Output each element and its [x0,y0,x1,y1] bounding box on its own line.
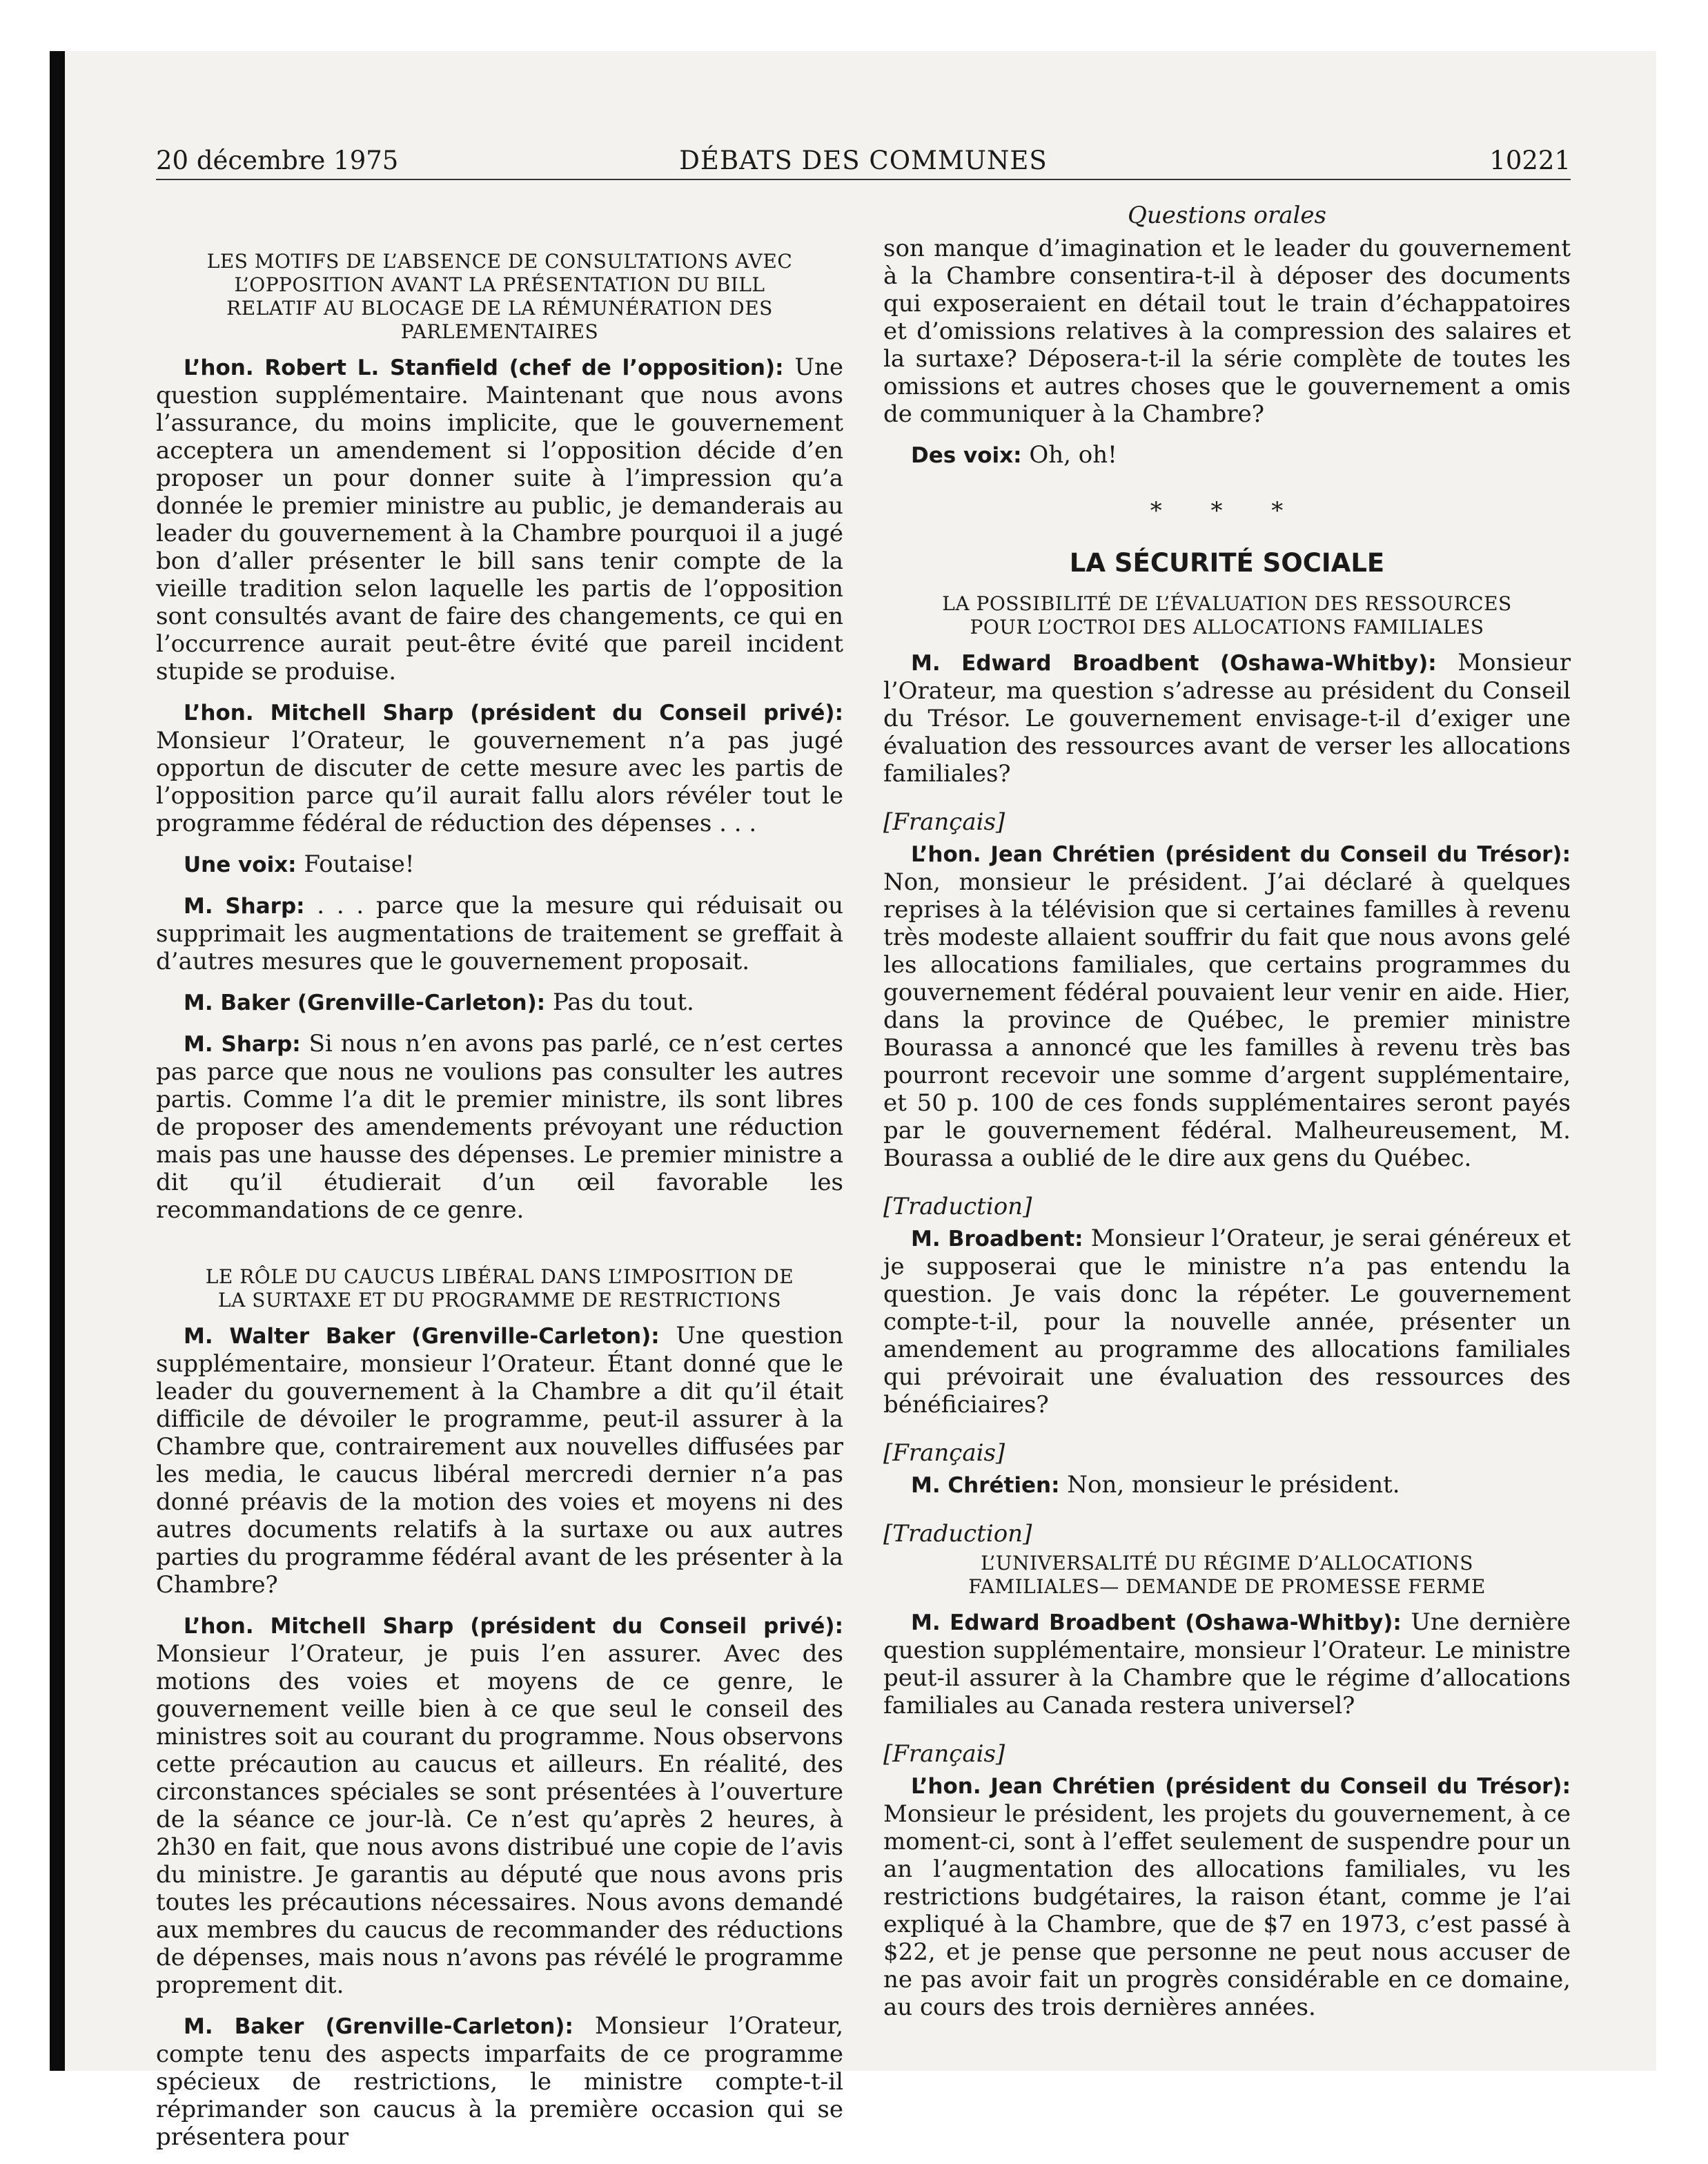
section-heading: L’UNIVERSALITÉ DU RÉGIME D’ALLOCATIONS FAMILIALES— DEMANDE DE PROMESSE FERME [968,1552,1486,1598]
paragraph: L’hon. Robert L. Stanfield (chef de l’opposition): Une question supplémentaire. Maintenant que nous avons l’assurance, du moins implicite, que le gouvernement acceptera un amendement si l’opposition décide d’en proposer un pour donner suite à l’impression qu’a donnée le premier ministre au public, je demanderais au leader du gouvernement à la Chambre pourquoi il a jugé bon d’aller présenter le bill sans tenir compte de la vieille tradition selon laquelle les partis de l’opposition sont consultés avant de faire des changements, ce qui en l’occurrence aurait peut-être évité que pareil incident stupide se produise. [156,353,843,685]
language-marker: [Français] [883,1740,1005,1768]
header-rule [156,179,1571,180]
paragraph: Des voix: Oh, oh! [911,441,1117,469]
paragraph: M. Baker (Grenville-Carleton): Monsieur l’Orateur, compte tenu des aspects imparfaits de ce programme spécieux de restrictions, le ministre compte-t-il réprimander son caucus à la première occasion qui se présentera pour [156,2012,843,2151]
speaker-name: M. Edward Broadbent (Oshawa-Whitby): [911,1610,1402,1635]
running-head: Questions orales [1128,202,1326,229]
paragraph: L’hon. Jean Chrétien (président du Conseil du Trésor): Non, monsieur le président. J’ai déclaré à quelques reprises à la télévision que si certaines familles à revenu très modeste allaient souffrir du fait que nous avons gelé les allocations familiales, que certains programmes du gouvernement fédéral pouvaient leur venir en aide. Hier, dans la province de Québec, le premier ministre Bourassa a annoncé que les familles à revenu très bas pourront recevoir une somme d’argent supplémentaire, et 50 p. 100 de ces fonds supplémentaires seront payés par le gouvernement fédéral. Malheureusement, M. Bourassa a oublié de le dire aux gens du Québec. [883,842,1571,1172]
section-heading: LA POSSIBILITÉ DE L’ÉVALUATION DES RESSOURCES POUR L’OCTROI DES ALLOCATIONS FAMILIALES [942,592,1512,639]
right-column [883,235,1571,2034]
section-heading: LES MOTIFS DE L’ABSENCE DE CONSULTATIONS AVEC L’OPPOSITION AVANT LA PRÉSENTATION DU BILL RELATIF AU BLOCAGE DE LA RÉMUNÉRATION DES PARLEMENTAIRES [206,250,793,343]
section-heading: LE RÔLE DU CAUCUS LIBÉRAL DANS L’IMPOSITION DE LA SURTAXE ET DU PROGRAMME DE RESTRICTIONS [205,1265,794,1312]
language-marker: [Français] [883,808,1005,836]
paragraph: M. Broadbent: Monsieur l’Orateur, je serai généreux et je supposerai que le ministre n’a pas entendu la question. Je vais donc la répéter. Le gouvernement compte-t-il, pour la nouvelle année, présenter un amendement au programme des allocations familiales qui prévoirait une évaluation des ressources des bénéficiaires? [883,1225,1571,1419]
left-column [156,235,843,2164]
paragraph: Une voix: Foutaise! [184,850,415,878]
speaker-name: M. Baker (Grenville-Carleton): [184,2014,573,2039]
language-marker: [Traduction] [883,1193,1032,1220]
language-marker: [Français] [883,1439,1005,1467]
speaker-name: Une voix: [184,852,297,877]
page-number: 10221 [1489,146,1571,175]
scan-binding-edge [50,51,65,2071]
language-marker: [Traduction] [883,1520,1032,1548]
paragraph: L’hon. Mitchell Sharp (président du Conseil privé): Monsieur l’Orateur, le gouvernement n’a pas jugé opportun de discuter de cette mesure avec les partis de l’opposition parce qu’il aurait fallu alors révéler tout le programme fédéral de réduction des dépenses . . . [156,701,843,837]
speaker-name: M. Baker (Grenville-Carleton): [184,991,546,1015]
paragraph: M. Chrétien: Non, monsieur le président. [911,1471,1400,1499]
paragraph: M. Baker (Grenville-Carleton): Pas du tout. [184,988,694,1016]
speaker-name: Des voix: [911,443,1022,468]
speaker-name: L’hon. Jean Chrétien (président du Conseil du Trésor): [911,1774,1571,1799]
speaker-name: M. Edward Broadbent (Oshawa-Whitby): [911,651,1437,676]
paragraph: M. Sharp: . . . parce que la mesure qui réduisait ou supprimait les augmentations de traitement se greffait à d’autres mesures que le gouvernement proposait. [156,892,844,975]
page-header [156,144,1571,178]
paragraph: L’hon. Jean Chrétien (président du Conseil du Trésor): Monsieur le président, les projets du gouvernement, à ce moment-ci, sont à l’effet seulement de suspendre pour un an l’augmentation des allocations familiales, vu les restrictions budgétaires, la raison étant, comme je l’ai expliqué à la Chambre, que de $7 en 1973, c’est passé à $22, et je pense que personne ne peut nous accuser de ne pas avoir fait un progrès considérable en ce domaine, au cours des trois dernières années. [883,1774,1571,2021]
speaker-name: M. Broadbent: [911,1227,1083,1251]
speaker-name: M. Sharp: [184,894,305,919]
speaker-name: M. Walter Baker (Grenville-Carleton): [184,1324,660,1349]
speaker-name: L’hon. Mitchell Sharp (président du Conseil privé): [184,701,843,725]
speaker-name: M. Sharp: [184,1032,301,1057]
paragraph: M. Sharp: Si nous n’en avons pas parlé, ce n’est certes pas parce que nous ne voulions pas consulter les autres partis. Comme l’a dit le premier ministre, ils sont libres de proposer des amendements prévoyant une réduction mais pas une hausse des dépenses. Le premier ministre a dit qu’il étudierait d’un œil favorable les recommandations de ce genre. [156,1030,843,1224]
section-separator: * * * [1150,497,1304,525]
paragraph: M. Edward Broadbent (Oshawa-Whitby): Monsieur l’Orateur, ma question s’adresse au président du Conseil du Trésor. Le gouvernement envisage-t-il d’exiger une évaluation des ressources avant de verser les allocations familiales? [883,649,1571,788]
paragraph: M. Walter Baker (Grenville-Carleton): Une question supplémentaire, monsieur l’Orateur. Étant donné que le leader du gouvernement à la Chambre a dit qu’il était difficile de dévoiler le programme, peut-il assurer à la Chambre que, contrairement aux nouvelles diffusées par les media, le caucus libéral mercredi dernier n’a pas donné préavis de la motion des voies et moyens ni des autres documents relatifs à la surtaxe ou aux autres parties du programme fédéral avant de les présenter à la Chambre? [156,1322,843,1599]
paragraph: L’hon. Mitchell Sharp (président du Conseil privé): Monsieur l’Orateur, je puis l’en assurer. Avec des motions des voies et moyens de ce genre, le gouvernement veille bien à ce que seul le conseil des ministres soit au courant du programme. Nous observons cette précaution au caucus et ailleurs. En réalité, des circonstances spéciales se sont présentées à l’ouverture de la séance ce jour-là. Ce n’est qu’après 2 heures, à 2h30 en fait, que nous avons distribué une copie de l’avis du ministre. Je garantis au député que nous avons pris toutes les précautions nécessaires. Nous avons demandé aux membres du caucus de recommander des réductions de dépenses, mais nous n’avons pas révélé le programme proprement dit. [156,1614,843,1999]
paragraph: M. Edward Broadbent (Oshawa-Whitby): Une dernière question supplémentaire, monsieur l’Orateur. Le ministre peut-il assurer à la Chambre que le régime d’allocations familiales au Canada restera universel? [883,1608,1571,1719]
speaker-name: L’hon. Robert L. Stanfield (chef de l’opposition): [184,355,784,380]
header-title: DÉBATS DES COMMUNES [679,146,1048,175]
speaker-name: M. Chrétien: [911,1473,1060,1498]
speaker-name: L’hon. Jean Chrétien (président du Conseil du Trésor): [911,842,1571,867]
paragraph: son manque d’imagination et le leader du gouvernement à la Chambre consentira-t-il à déposer des documents qui exposeraient en détail tout le train d’échappatoires et d’omissions relatives à la compression des salaires et la surtaxe? Déposera-t-il la série complète de toutes les omissions et autres choses que le gouvernement a omis de communiquer à la Chambre? [883,235,1571,428]
header-date: 20 décembre 1975 [156,146,399,175]
section-title: LA SÉCURITÉ SOCIALE [1069,548,1385,578]
speaker-name: L’hon. Mitchell Sharp (président du Conseil privé): [184,1614,843,1639]
